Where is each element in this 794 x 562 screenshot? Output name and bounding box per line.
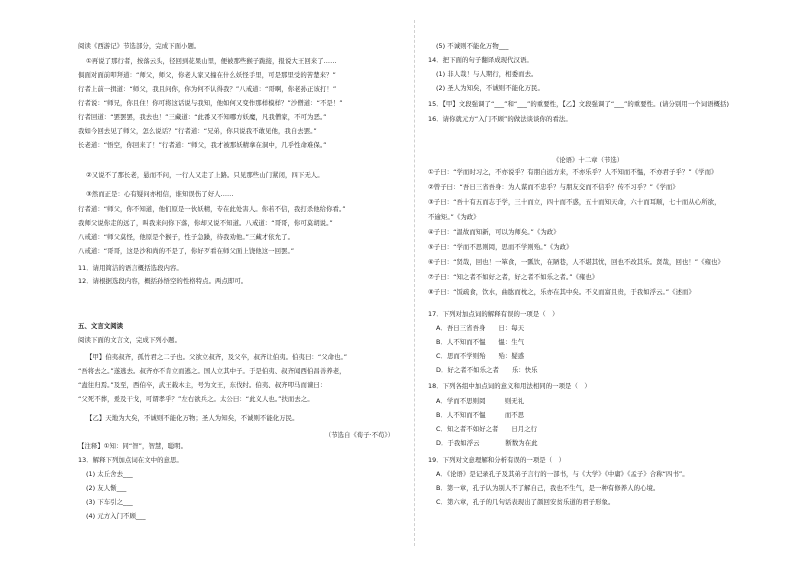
question-13-item: (2) 友人惭___ [86, 484, 127, 492]
passage-a-line: “父死不葬，爰及干戈，可谓孝乎？”左右欲兵之。太公曰：“此义人也。”扶而去之。 [78, 395, 314, 403]
option: A．吾日三省吾身 日：每天 [436, 324, 525, 332]
passage-line: 行者道：“师父，你不知道，他们原是一伙妖精，专在此处害人。你若不信，我打杀他给你看。” [78, 205, 346, 213]
option: D．于我如浮云 断数为在此 [436, 439, 538, 447]
question-16: 16．请你就元方“入门不顾”的做法谈谈你的看法。 [428, 115, 572, 123]
question-18: 18．下列各组中加点词的意义和用法相同的一项是（ ） [428, 382, 591, 390]
question-12: 12．请根据选段内容，概括孙悟空的性格特点。两点即可。 [78, 277, 248, 285]
passage-line: 长老道：“悟空，你回来了！”行者道：“师父，我才被那妖精拿在洞中，几乎性命难保。” [78, 141, 327, 149]
option: B．人不知而不愠 愠：生气 [436, 338, 525, 346]
passage-line: 行者上前一揖道：“师父，我且问你，你为何不认得我？”八戒道：“哥啊，你老孙正该打！” [78, 85, 337, 93]
question-13-item: (3) 下车引之___ [86, 498, 133, 506]
lunyu-title: 《论语》十二章（节选） [552, 156, 624, 164]
passage-line: 八戒道：“师父莫怪，他原是个猴子，性子急躁，待我劝他。”三藏才依允了。 [78, 233, 295, 241]
passage-a-line: “吾将去之。”遂逃去。叔齐亦不肯立而逃之。国人立其中子。于是伯夷、叔齐闻西伯昌善养老， [78, 367, 346, 375]
passage-source: （节选自《荀子·不苟》） [324, 431, 394, 439]
question-19: 19．下列对文意理解和分析有误的一项是（ ） [428, 456, 566, 464]
lunyu-line: ②曾子曰：“吾日三省吾身：为人谋而不忠乎？与朋友交而不信乎？传不习乎？”《学而》 [428, 183, 679, 191]
option: D．好之者不如乐之者 乐：快乐 [436, 366, 538, 374]
option: C．知之者不如好之者 日月之行 [436, 425, 538, 433]
passage-a-line: “盍往归焉。”及至，西伯卒，武王载木主，号为文王，东伐纣。伯夷、叔齐叩马而谏曰： [78, 381, 327, 389]
lunyu-line: ④子曰：“温故而知新，可以为师矣。”《为政》 [428, 228, 560, 236]
passage-line: 我如今回去见了师父，怎么说话？”行者道：“兄弟，你只说我不敢见他，我自去罢。” [78, 127, 317, 135]
right-column [428, 0, 748, 562]
lunyu-line: ⑥子曰：“贤哉，回也！一箪食，一瓢饮，在陋巷，人不堪其忧，回也不改其乐。贤哉，回也！”《雍也》 [428, 258, 724, 266]
option: A．学而不思则罔 则无礼 [436, 397, 525, 405]
annotation-note: 【注释】①知：同“智”，智慧，聪明。 [78, 442, 188, 450]
passage-line: ③然而正是：心有疑问亦相信，谁知误伤了好人…… [86, 190, 234, 198]
lunyu-line: ⑧子曰：“饭疏食，饮水，曲肱而枕之，乐亦在其中矣。不义而富且贵，于我如浮云。”《述而》 [428, 288, 695, 296]
passage-line: 行者说：“师兄，你且住！你可将这话说与我知，他如何又变作那样模样？”沙僧道：“不是！” [78, 99, 343, 107]
passage-line: 行者回道：“罢罢罢，我去也！”三藏道：“此番又不知哪方妖魔，凡我僧家，不可为恶。” [78, 113, 327, 121]
passage-line: 我师父说你走的远了，叫我来问你下落，你却又说不知道。八戒道：“哥哥，你可莫胡说。” [78, 219, 333, 227]
lunyu-line: 不逾矩。”《为政》 [428, 213, 480, 221]
lunyu-line: ③子曰：“吾十有五而志于学，三十而立，四十而不惑，五十而知天命，六十而耳顺，七十而从心所欲， [428, 198, 721, 206]
option: C．思而不学则殆 殆：疑惑 [436, 352, 525, 360]
question-17: 17．下列对加点词的解释有误的一项是（ ） [428, 310, 559, 318]
passage-b: 【乙】天地为大矣，不诚则不能化万物；圣人为知矣，不诚则不能化万民。 [86, 414, 299, 422]
column-divider [414, 20, 415, 546]
lunyu-line: ⑦子曰：“知之者不如好之者，好之者不如乐之者。”《雍也》 [428, 273, 599, 281]
option: C．第六章，孔子的几句话表现出了颜回安贫乐道的君子形象。 [436, 498, 615, 506]
question-15: 15．【甲】文段强调了“___”和“___”的重要性，【乙】文段强调了“___”的重要性。(请分别用一个词语概括) [428, 100, 730, 108]
question-14-item: (1) 非人哉！与人期行，相委而去。 [436, 70, 538, 78]
reading-intro: 阅读《西游记》节选部分，完成下面小题。 [78, 42, 201, 50]
question-13-item: (1) 太丘舍去___ [86, 470, 133, 478]
lunyu-line: ⑤子曰：“学而不思则罔，思而不学则殆。”《为政》 [428, 243, 573, 251]
passage-line: 八戒道：“哥哥，这是沙和尚的不是了，你好歹看在师父面上饶他这一回罢。” [78, 247, 295, 255]
left-column [78, 0, 400, 562]
section-intro: 阅读下面的文言文，完成下列小题。 [78, 336, 182, 344]
option: B．人不知而不愠 而不思 [436, 411, 525, 419]
lunyu-line: ①子曰：“学而时习之，不亦说乎？有朋自远方来，不亦乐乎？人不知而不愠，不亦君子乎？”《学而》 [428, 168, 718, 176]
passage-line: ①再说了那行者，按落云头，径回到花果山里，便被那些猴子跪接，报说大王回来了…… [86, 57, 337, 65]
section-title: 五、文言文阅读 [78, 322, 124, 330]
question-13-item: (5) 不诚则不能化万物___ [436, 42, 509, 50]
passage-line: 俱面对面前叩拜道：“师父，师父，你老人家又撞在什么妖怪手里，可是那里受的苦楚来？” [78, 71, 336, 79]
question-13: 13．解释下列加点词在文中的意思。 [78, 456, 183, 464]
option: B．第一章，孔子认为别人不了解自己，我也不生气，是一种有修养人的心境。 [436, 484, 660, 492]
question-11: 11．请用简洁的语言概括选段内容。 [78, 264, 183, 272]
question-14-item: (2) 圣人为知矣，不诚则不能化万民。 [436, 84, 544, 92]
passage-a-line: 【甲】伯夷叔齐，孤竹君之二子也。父欲立叔齐，及父卒，叔齐让伯夷。伯夷曰：“父命也。” [86, 353, 348, 361]
option: A．《论语》是记录孔子及其弟子言行的一部书，与《大学》《中庸》《孟子》合称“四书”。 [436, 470, 689, 478]
question-14: 14．把下面的句子翻译成现代汉语。 [428, 56, 533, 64]
question-13-item: (4) 元方入门不顾___ [86, 512, 146, 520]
passage-line: ②又说不了那长老，悬而不问，一行人又走了上路。只见那些山门紧闭，四下无人。 [86, 171, 324, 179]
